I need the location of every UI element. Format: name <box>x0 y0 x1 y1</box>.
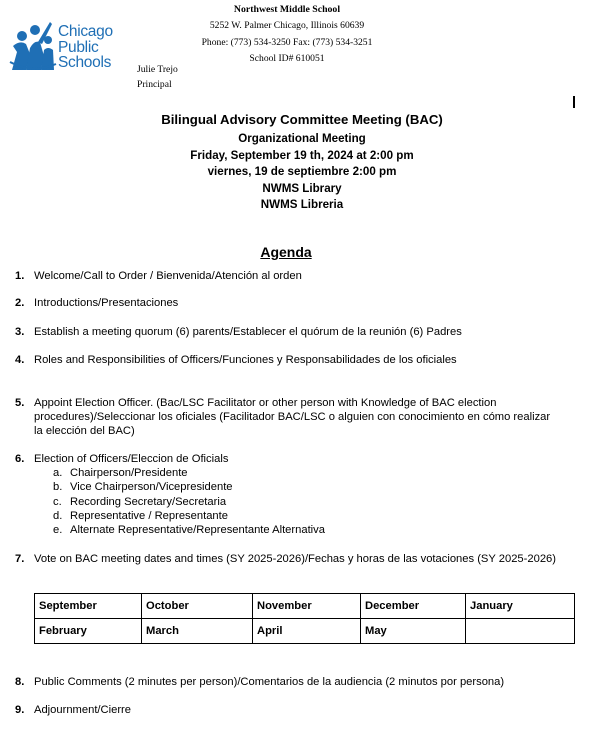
item-text: Roles and Responsibilities of Officers/Funciones y Responsabilidades de los oficiales <box>34 354 457 366</box>
meeting-months-table <box>34 593 575 644</box>
item-number: 5. <box>15 397 25 409</box>
item-number: 2. <box>15 297 25 309</box>
item-text: Election of Officers/Eleccion de Oficials <box>34 453 229 465</box>
item-text: Introductions/Presentaciones <box>34 297 179 309</box>
meeting-details <box>0 131 604 214</box>
item-number: 4. <box>15 354 25 366</box>
agenda-heading: Agenda <box>260 244 312 260</box>
item-text: Public Comments (2 minutes per person)/Comentarios de la audiencia (2 minutos por persona) <box>34 676 505 688</box>
officer-text: Vice Chairperson/Vicepresidente <box>70 481 233 494</box>
table-row <box>35 619 575 644</box>
officer-text: Representative / Representante <box>70 509 228 522</box>
table-cell: March <box>142 619 253 644</box>
officer-letter: d. <box>53 509 63 522</box>
table-cell: October <box>142 594 253 619</box>
cps-figures-icon <box>8 14 58 74</box>
officer-item <box>53 480 325 494</box>
officer-item <box>53 509 325 523</box>
officer-text: Recording Secretary/Secretaria <box>70 495 227 508</box>
table-cell: May <box>361 619 466 644</box>
cps-logo <box>8 14 128 74</box>
principal-name: Julie Trejo <box>137 64 178 75</box>
meeting-date-en: Friday, September 19 th, 2024 at 2:00 pm <box>190 148 414 162</box>
officer-item <box>53 466 325 480</box>
item-number: 6. <box>15 453 25 465</box>
table-cell <box>466 619 575 644</box>
officer-letter: e. <box>53 524 63 537</box>
item-number: 3. <box>15 326 25 338</box>
school-name: Northwest Middle School <box>233 4 341 15</box>
item-text: Vote on BAC meeting dates and times (SY 2025-2026)/Fechas y horas de las votaciones (SY 2025-2026) <box>34 553 556 565</box>
item-number: 9. <box>15 704 25 716</box>
logo-line-2: Public <box>58 38 99 56</box>
school-address: 5252 W. Palmer Chicago, Illinois 60639 <box>209 20 365 32</box>
officer-text: Chairperson/Presidente <box>70 467 188 479</box>
text-cursor <box>573 96 575 108</box>
officer-text: Alternate Representative/Representante Alternativa <box>70 524 325 537</box>
item-number: 7. <box>15 553 25 565</box>
officer-letter: b. <box>53 481 63 494</box>
meeting-title: Bilingual Advisory Committee Meeting (BAC) <box>161 112 443 127</box>
officer-letter: a. <box>53 467 63 479</box>
principal-title: Principal <box>137 79 172 90</box>
table-cell: November <box>253 594 361 619</box>
meeting-type: Organizational Meeting <box>238 132 366 145</box>
school-header <box>160 2 414 67</box>
officer-item <box>53 523 325 537</box>
logo-line-3: Schools <box>58 54 112 71</box>
table-cell: September <box>35 594 142 619</box>
logo-line-1: Chicago <box>58 23 113 40</box>
officer-list <box>53 466 325 537</box>
item-number: 1. <box>15 270 25 282</box>
item-number: 8. <box>15 676 25 688</box>
item-text: Establish a meeting quorum (6) parents/Establecer el quórum de la reunión (6) Padres <box>34 326 462 338</box>
officer-letter: c. <box>53 495 62 508</box>
table-cell: January <box>466 594 575 619</box>
school-id: School ID# 610051 <box>249 52 325 64</box>
principal-block <box>137 62 178 92</box>
table-cell: February <box>35 619 142 644</box>
table-cell: December <box>361 594 466 619</box>
meeting-location-en: NWMS Library <box>262 181 342 195</box>
officer-item <box>53 495 325 509</box>
school-phone: Phone: (773) 534-3250 Fax: (773) 534-3251 <box>201 36 373 48</box>
table-cell: April <box>253 619 361 644</box>
table-row <box>35 594 575 619</box>
item-text: Welcome/Call to Order / Bienvenida/Atención al orden <box>34 270 302 282</box>
item-text: Appoint Election Officer. (Bac/LSC Facilitator or other person with Knowledge of BAC election procedures)/Seleccionar los oficiales (Facilitador BAC/LSC o alguien con conocimiento en cómo realizar la elección del BAC) <box>34 397 551 438</box>
meeting-date-es: viernes, 19 de septiembre 2:00 pm <box>207 165 397 179</box>
item-text: Adjournment/Cierre <box>34 704 132 716</box>
meeting-location-es: NWMS Libreria <box>260 198 344 212</box>
